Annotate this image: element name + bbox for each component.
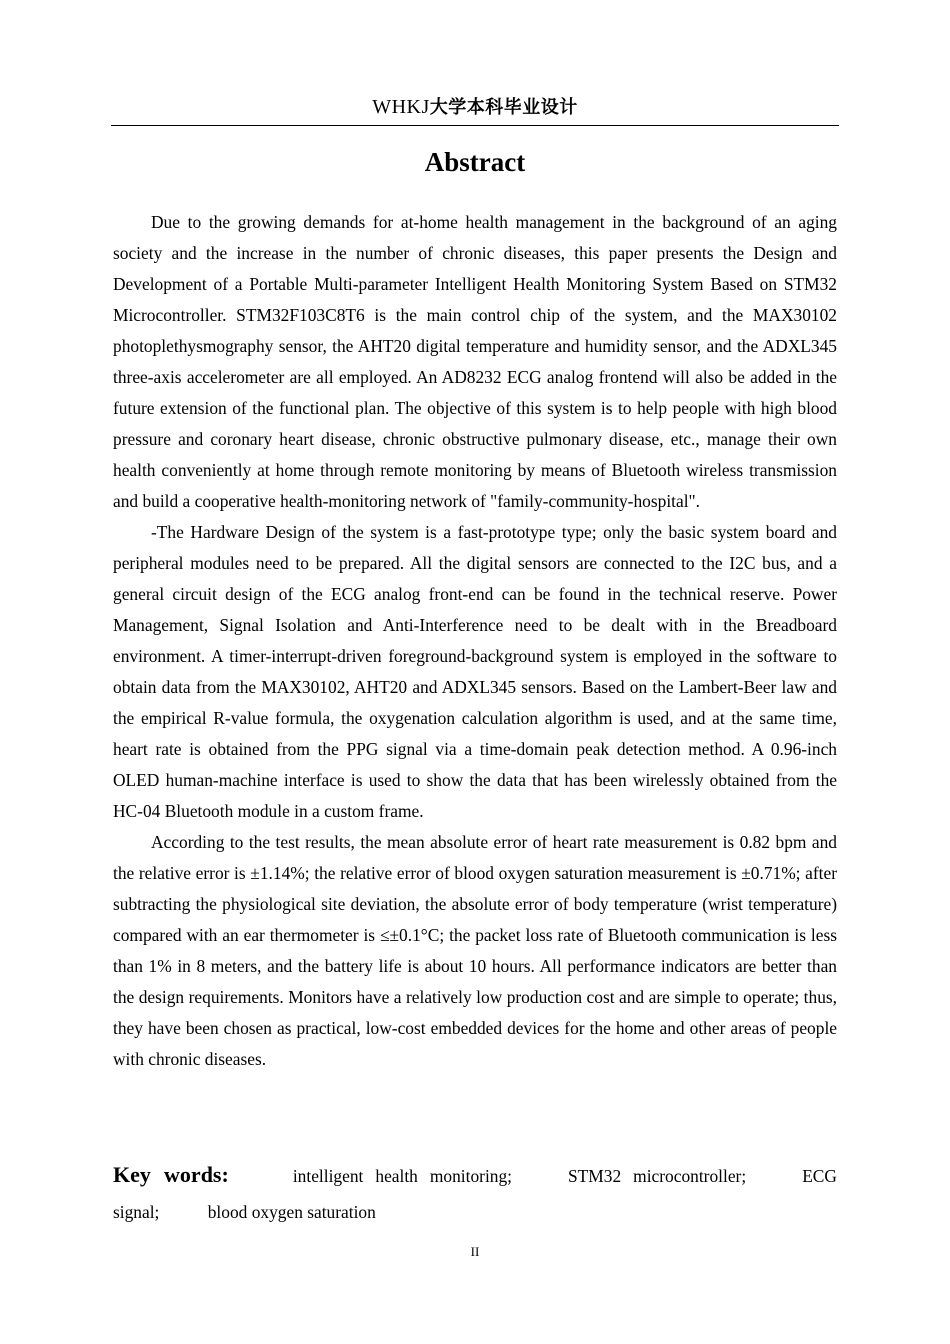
header-latin: WHKJ <box>372 96 430 118</box>
abstract-paragraph-2: -The Hardware Design of the system is a fast-prototype type; only the basic system board and peripheral modules need to be prepared. All the digital sensors are connected to the I2C bus, and a general circuit design of the ECG analog front-end can be found in the technical reserve. Power Management, Signal Isolation and Anti-Interference need to be dealt with in the Breadboard environment. A timer-interrupt-driven foreground-background system is employed in the software to obtain data from the MAX30102, AHT20 and ADXL345 sensors. Based on the Lambert-Beer law and the empirical R-value formula, the oxygenation calculation algorithm is used, and at the same time, heart rate is obtained from the PPG signal via a time-domain peak detection method. A 0.96-inch OLED human-machine interface is used to show the data that has been wirelessly obtained from the HC-04 Bluetooth module in a custom frame. <box>113 522 837 821</box>
keyword-item: STM32 microcontroller; <box>568 1166 747 1186</box>
page-header <box>111 92 839 126</box>
abstract-body <box>113 207 837 1075</box>
keyword-item: ECG signal; <box>113 1166 837 1222</box>
page-number: II <box>470 1244 480 1259</box>
abstract-title: Abstract <box>424 147 526 177</box>
keywords-label: Key words: <box>113 1162 229 1187</box>
keyword-item: blood oxygen saturation <box>207 1202 376 1222</box>
abstract-paragraph-1: Due to the growing demands for at-home health management in the background of an aging society and the increase in the number of chronic diseases, this paper presents the Design and Development of a Portable Multi-parameter Intelligent Health Monitoring System Based on STM32 Microcontroller. STM32F103C8T6 is the main control chip of the system, and the MAX30102 photoplethysmography sensor, the AHT20 digital temperature and humidity sensor, and the ADXL345 three-axis accelerometer are all employed. An AD8232 ECG analog frontend will also be added in the future extension of the functional plan. The objective of this system is to help people with high blood pressure and coronary heart disease, chronic obstructive pulmonary disease, etc., manage their own health conveniently at home through remote monitoring by means of Bluetooth wireless transmission and build a cooperative health-monitoring network of "family-community-hospital". <box>113 212 837 511</box>
keyword-item: intelligent health monitoring; <box>292 1166 512 1186</box>
abstract-paragraph-3: According to the test results, the mean absolute error of heart rate measurement is 0.82 bpm and the relative error is ±1.14%; the relative error of blood oxygen saturation measurement is ±0.71%; after subtracting the physiological site deviation, the absolute error of body temperature (wrist temperature) compared with an ear thermometer is ≤±0.1°C; the packet loss rate of Bluetooth communication is less than 1% in 8 meters, and the battery life is about 10 hours. All performance indicators are better than the design requirements. Monitors have a relatively low production cost and are simple to operate; thus, they have been chosen as practical, low-cost embedded devices for the home and other areas of people with chronic diseases. <box>113 832 837 1069</box>
keywords-section <box>113 1157 837 1230</box>
header-chinese: 大学本科毕业设计 <box>429 97 578 118</box>
